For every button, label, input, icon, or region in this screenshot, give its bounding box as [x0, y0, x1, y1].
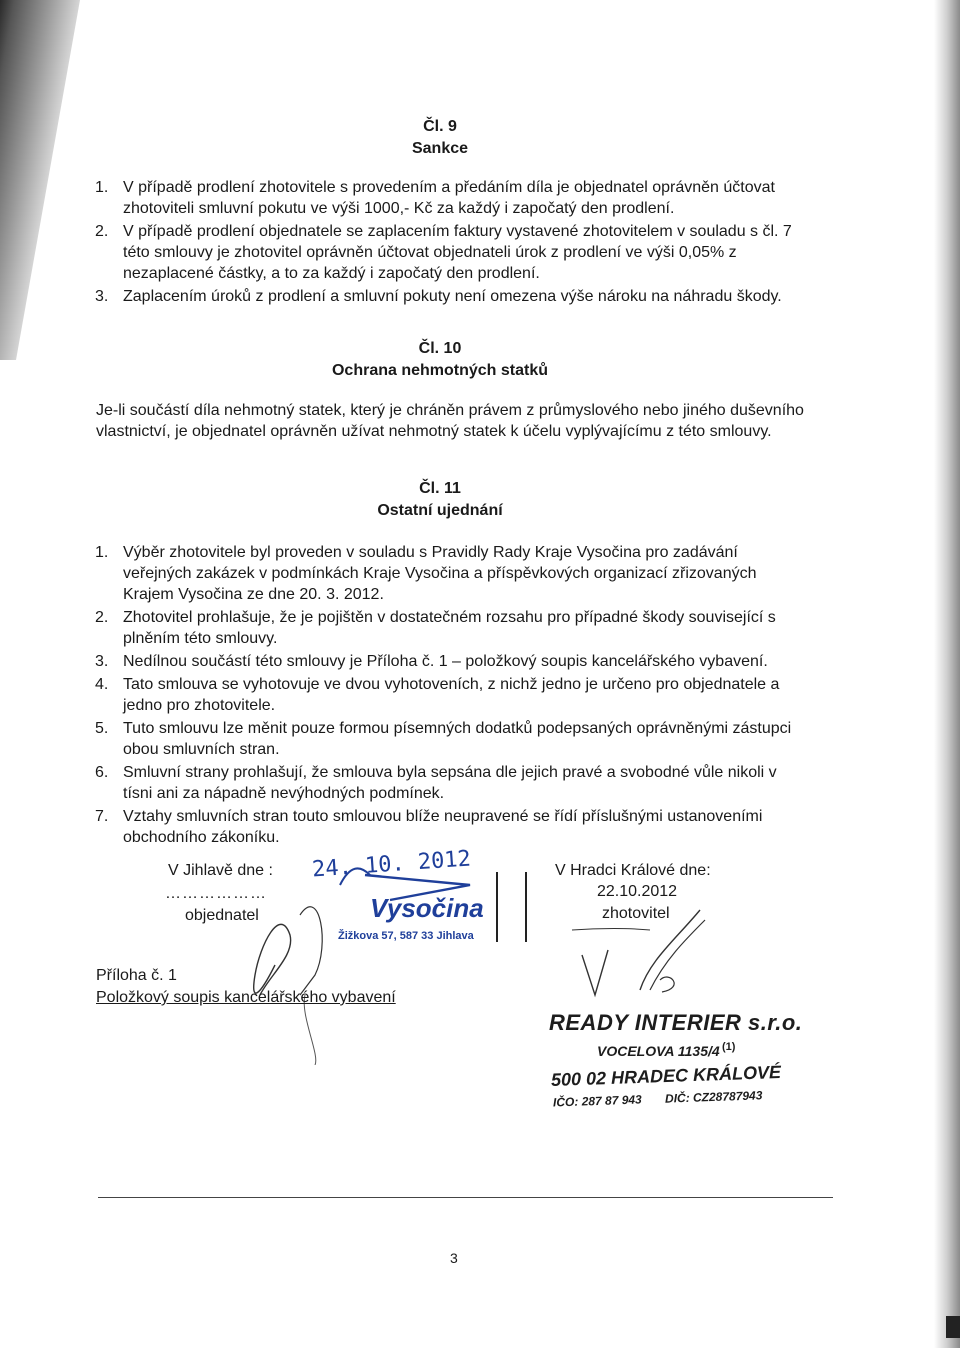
page-number: 3	[450, 1250, 458, 1266]
ostatni-list	[95, 542, 810, 850]
signature-right-scribble	[560, 900, 720, 1010]
scan-shadow-left	[0, 0, 80, 360]
company-stamp-street: VOCELOVA 1135/4	[597, 1043, 720, 1059]
section-title: Ostatní ujednání	[377, 502, 503, 519]
list-item	[95, 542, 810, 605]
list-item	[95, 286, 810, 307]
item-number: 5.	[95, 720, 109, 737]
item-text: Tato smlouva se vyhotovuje ve dvou vyhotoveních, z nichž jedno je určeno pro objednatele a jedno pro zhotovitele.	[123, 676, 780, 714]
item-text: Vztahy smluvních stran touto smlouvou blíže neupravené se řídí příslušnými ustanoveními obchodního zákoníku.	[123, 808, 763, 846]
item-text: Tuto smlouvu lze měnit pouze formou písemných dodatků podepsaných oprávněnými zástupci obou smluvních stran.	[123, 720, 792, 758]
signature-place-right: V Hradci Králové dne:	[555, 862, 711, 879]
stamp-name: Vysočina	[370, 893, 484, 923]
scan-shadow-right	[934, 0, 960, 1348]
ochrana-paragraph: Je-li součástí díla nehmotný statek, který je chráněn právem z průmyslového nebo jiného duševního vlastnictví, je objednatel oprávněn užívat nehmotný statek k účelu vyplývajícímu z této smlouvy.	[96, 402, 804, 440]
list-item	[95, 762, 810, 804]
attachment-label: Příloha č. 1	[96, 967, 177, 984]
item-number: 4.	[95, 676, 109, 693]
section-heading-cl10	[0, 338, 880, 382]
company-stamp-suffix: (1)	[722, 1041, 736, 1053]
section-number: Čl. 11	[419, 480, 461, 497]
section-heading-cl11	[0, 478, 880, 522]
section-number: Čl. 9	[423, 118, 457, 135]
list-item	[95, 221, 810, 284]
signature-divider	[496, 872, 498, 942]
list-item	[95, 806, 810, 848]
list-item	[95, 651, 810, 672]
item-text: Nedílnou součástí této smlouvy je Příloha č. 1 – položkový soupis kancelářského vybavení.	[123, 653, 768, 670]
signature-role-right: zhotovitel	[602, 905, 670, 922]
stamp-address: Žižkova 57, 587 33 Jihlava	[338, 930, 474, 942]
item-number: 3.	[95, 288, 109, 305]
list-item	[95, 674, 810, 716]
item-text: Zhotovitel prohlašuje, že je pojištěn v dostatečném rozsahu pro případné škody související s plněním této smlouvy.	[123, 609, 776, 647]
list-item	[95, 177, 810, 219]
item-text: Smluvní strany prohlašují, že smlouva byla sepsána dle jejich pravé a svobodné vůle nikoli v tísni ani za nápadně nevýhodných podmínek.	[123, 764, 777, 802]
item-text: V případě prodlení objednatele se zaplacením faktury vystavené zhotovitelem v souladu s čl. 7 této smlouvy je zhotovitel oprávněn účtovat objednateli úrok z prodlení ve výši 0,05% z nezaplacené částky, a to za každý i započatý den prodlení.	[123, 223, 792, 282]
sankce-list	[95, 177, 810, 309]
company-stamp-name: READY INTERIER s.r.o.	[549, 1010, 803, 1035]
signature-dots: ………………	[165, 885, 267, 902]
company-stamp-dic: DIČ: CZ28787943	[664, 1088, 763, 1106]
section-title: Ochrana nehmotných statků	[331, 362, 549, 379]
signature-date-right: 22.10.2012	[597, 883, 678, 900]
signature-left-scribble	[180, 845, 500, 1065]
company-stamp-ico: IČO: 287 87 943	[552, 1092, 642, 1110]
item-text: V případě prodlení zhotovitele s provedením a předáním díla je objednatel oprávněn účtovat zhotoviteli smluvní pokutu ve výši 1000,- Kč za každý i započatý den prodlení.	[123, 179, 775, 217]
attachment-title: Položkový soupis kancelářského vybavení	[96, 989, 396, 1006]
item-text: Zaplacením úroků z prodlení a smluvní pokuty není omezena výše nároku na náhradu škody.	[123, 288, 782, 305]
item-number: 6.	[95, 764, 109, 781]
item-text: Výběr zhotovitele byl proveden v souladu s Pravidly Rady Kraje Vysočina pro zadávání veřejných zakázek v podmínkách Kraje Vysočina a příspěvkových organizací zřizovaných Krajem Vysočina ze dne 20. 3. 2012.	[123, 544, 757, 603]
item-number: 2.	[95, 609, 109, 626]
section-number: Čl. 10	[418, 340, 462, 357]
list-item	[95, 607, 810, 649]
section-heading-cl9	[0, 116, 880, 160]
company-stamp-city: 500 02 HRADEC KRÁLOVÉ	[550, 1061, 782, 1091]
item-number: 1.	[95, 179, 109, 196]
scan-mark	[946, 1316, 960, 1338]
item-number: 2.	[95, 223, 109, 240]
item-number: 7.	[95, 808, 109, 825]
section-title: Sankce	[411, 140, 469, 157]
list-item	[95, 718, 810, 760]
signature-role: objednatel	[185, 907, 259, 924]
signature-place: V Jihlavě dne :	[168, 862, 273, 879]
handwritten-date: 24. 10. 2012	[311, 846, 472, 883]
signature-divider	[525, 872, 527, 942]
item-number: 1.	[95, 544, 109, 561]
footer-divider	[98, 1197, 833, 1198]
item-number: 3.	[95, 653, 109, 670]
